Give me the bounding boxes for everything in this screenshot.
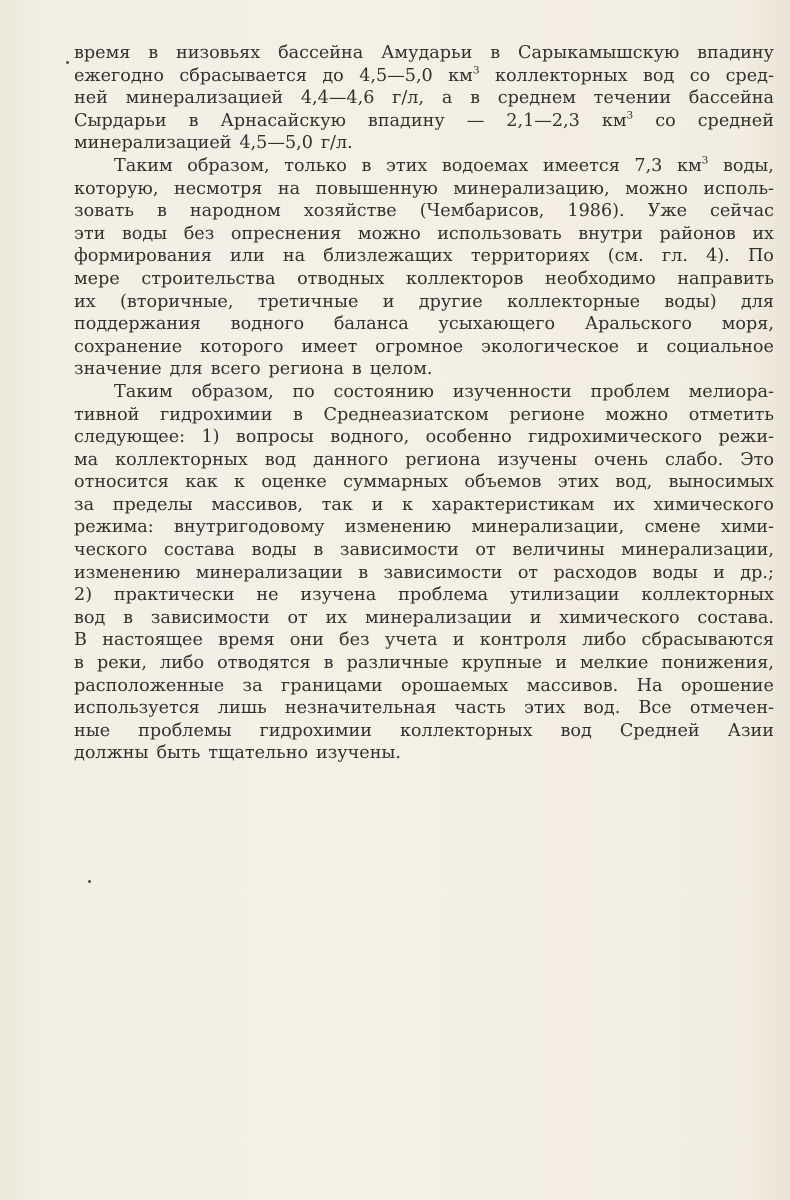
text-line: вод в зависимости от их минерализации и химического состава. bbox=[74, 607, 774, 628]
text-line: Таким образом, только в этих водоемах имеется 7,3 $км^3$ воды, bbox=[114, 154, 774, 176]
text-line: эти воды без опреснения можно использовать внутри районов их bbox=[74, 223, 774, 244]
text-line: расположенные за границами орошаемых массивов. На орошение bbox=[74, 675, 774, 696]
text-line: ма коллекторных вод данного региона изучены очень слабо. Это bbox=[74, 449, 774, 470]
text-line: ные проблемы гидрохимии коллекторных вод Средней Азии bbox=[74, 720, 774, 741]
text-line: режима: внутригодовому изменению минерализации, смене хими- bbox=[74, 517, 774, 538]
paragraph bbox=[74, 381, 774, 765]
text-line: в реки, либо отводятся в различные крупные и мелкие понижения, bbox=[74, 653, 774, 674]
text-line: значение для всего региона в целом. bbox=[74, 359, 433, 380]
text-line: Таким образом, по состоянию изученности проблем мелиора- bbox=[114, 381, 774, 402]
text-line: их (вторичные, третичные и другие коллекторные воды) для bbox=[74, 291, 774, 312]
paragraph bbox=[74, 155, 774, 381]
text-line: В настоящее время они без учета и контроля либо сбрасываются bbox=[74, 630, 774, 651]
text-line: зовать в народном хозяйстве (Чембарисов, 1986). Уже сейчас bbox=[74, 201, 774, 222]
text-line: используется лишь незначительная часть этих вод. Все отмечен- bbox=[74, 698, 774, 719]
text-line: которую, несмотря на повышенную минерализацию, можно исполь- bbox=[74, 178, 774, 199]
text-line: формирования или на близлежащих территориях (см. гл. 4). По bbox=[74, 246, 774, 267]
text-line: ней минерализацией 4,4—4,6 г/л, а в среднем течении бассейна bbox=[74, 88, 774, 109]
text-line: сохранение которого имеет огромное экологическое и социальное bbox=[74, 336, 774, 357]
text-line: следующее: 1) вопросы водного, особенно гидрохимического режи- bbox=[74, 427, 774, 448]
text-line: мере строительства отводных коллекторов необходимо направить bbox=[74, 268, 774, 289]
text-line: должны быть тщательно изучены. bbox=[74, 743, 402, 764]
text-line: время в низовьях бассейна Амударьи в Сарыкамышскую впадину bbox=[74, 43, 774, 63]
scan-speck bbox=[66, 61, 69, 64]
text-line: минерализацией 4,5—5,0 г/л. bbox=[74, 133, 353, 154]
paragraph bbox=[74, 42, 774, 155]
text-line: Сырдарьи в Арнасайскую впадину — 2,1—2,3 $км^3$ со средней bbox=[74, 109, 774, 131]
text-line: относится как к оценке суммарных объемов этих вод, выносимых bbox=[74, 472, 774, 493]
text-line: 2) практически не изучена проблема утилизации коллекторных bbox=[74, 585, 774, 606]
text-line: за пределы массивов, так и к характеристикам их химического bbox=[74, 494, 774, 515]
body-text bbox=[74, 42, 774, 765]
text-line: изменению минерализации в зависимости от расходов воды и др.; bbox=[74, 562, 774, 583]
scan-speck bbox=[88, 880, 91, 883]
text-line: ческого состава воды в зависимости от величины минерализации, bbox=[74, 540, 774, 561]
text-line: ежегодно сбрасывается до 4,5—5,0 $км^3$ коллекторных вод со сред- bbox=[74, 64, 774, 86]
text-line: тивной гидрохимии в Среднеазиатском регионе можно отметить bbox=[74, 404, 774, 425]
text-line: поддержания водного баланса усыхающего Аральского моря, bbox=[74, 314, 774, 335]
